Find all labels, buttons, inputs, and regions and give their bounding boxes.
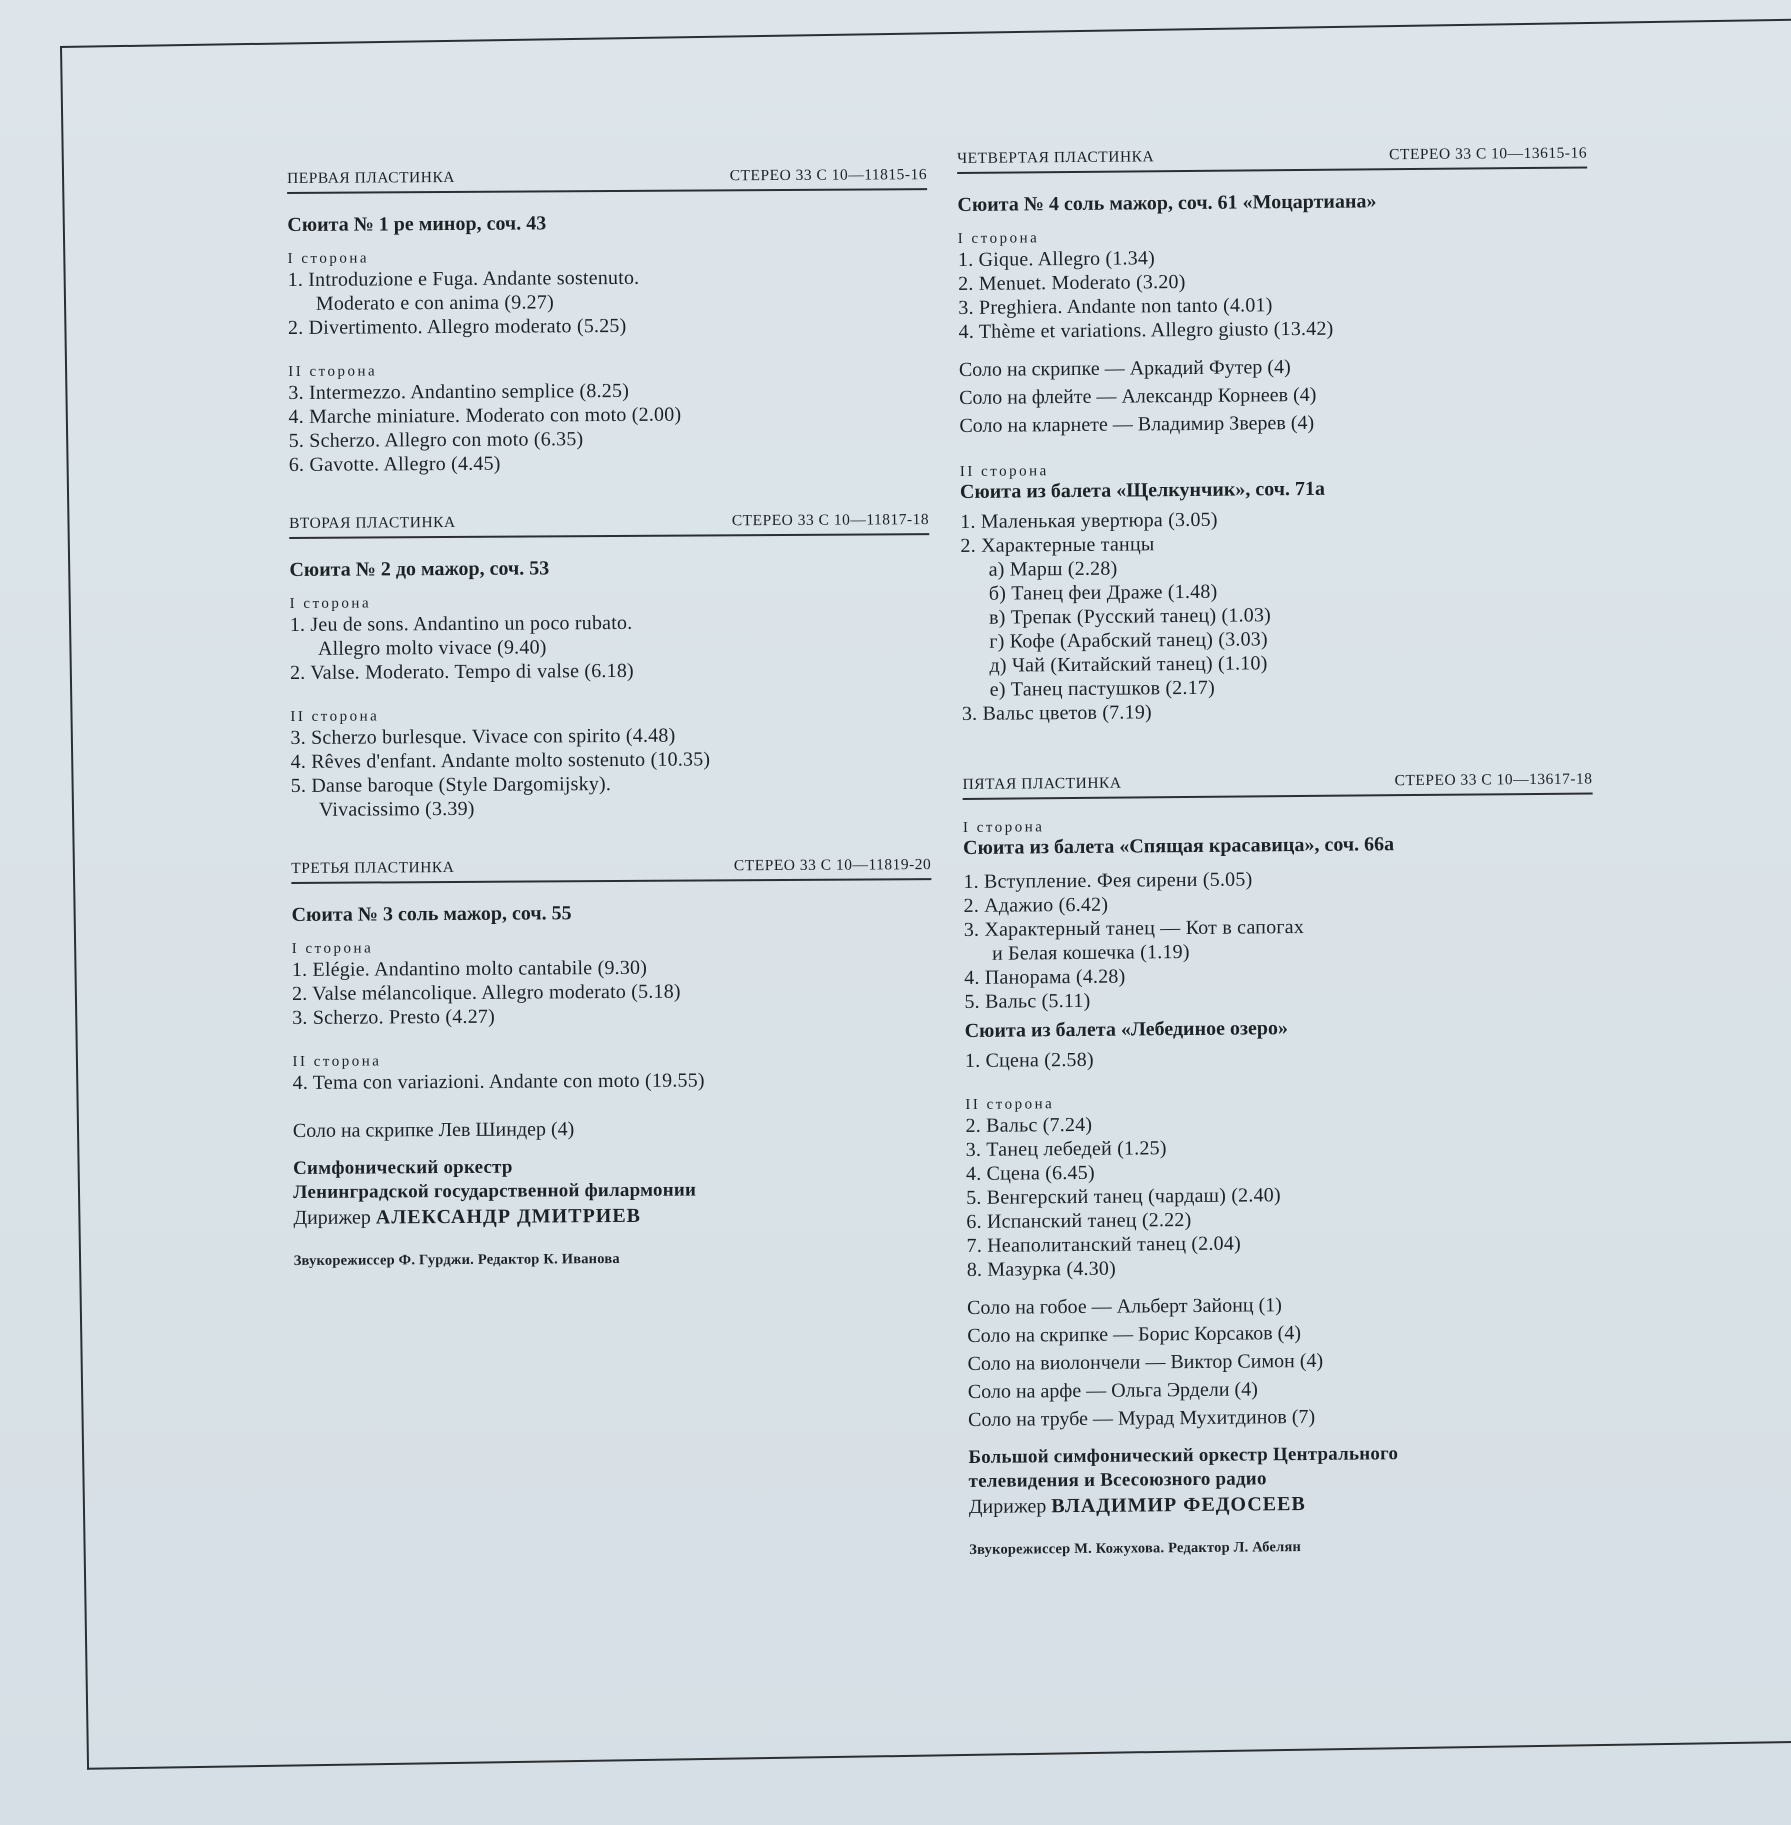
- suite-title: Сюита № 1 ре минор, соч. 43: [287, 212, 547, 236]
- track: 4. Thème et variations. Allegro giusto (13.42): [958, 317, 1334, 343]
- track: 4. Rêves d'enfant. Andante molto sostenuto (10.35): [290, 748, 711, 773]
- track: Vivacissimo (3.39): [318, 797, 475, 821]
- suite-title: Сюита из балета «Щелкунчик», соч. 71а: [959, 477, 1326, 503]
- track: 3. Intermezzo. Andantino semplice (8.25): [288, 379, 630, 404]
- conductor-prefix: Дирижер: [968, 1495, 1047, 1518]
- soloist-credit: Соло на скрипке Лев Шиндер (4): [292, 1118, 575, 1142]
- record-header: [287, 166, 927, 194]
- record-label: ТРЕТЬЯ ПЛАСТИНКА: [291, 858, 455, 877]
- track: в) Трепак (Русский танец) (1.03): [988, 604, 1272, 629]
- record-header: [291, 856, 931, 884]
- track: 2. Divertimento. Allegro moderato (5.25): [287, 314, 627, 339]
- record-label: ПЯТАЯ ПЛАСТИНКА: [962, 774, 1122, 793]
- side-label: II сторона: [965, 1096, 1055, 1113]
- record-label: ЧЕТВЕРТАЯ ПЛАСТИНКА: [957, 148, 1155, 167]
- track: 4. Tema con variazioni. Andante con moto (19.55): [292, 1069, 705, 1094]
- conductor-name: АЛЕКСАНДР ДМИТРИЕВ: [375, 1204, 642, 1229]
- catalog-number: СТЕРЕО 33 С 10—11815-16: [729, 166, 928, 185]
- track: е) Танец пастушков (2.17): [989, 676, 1216, 701]
- record-header: [289, 511, 929, 539]
- orchestra-name: Большой симфонический оркестр Центрального: [968, 1443, 1399, 1468]
- production-credits: Звукорежиссер М. Кожухова. Редактор Л. Абелян: [969, 1539, 1302, 1558]
- record-label: ВТОРАЯ ПЛАСТИНКА: [289, 513, 456, 532]
- side-label: I сторона: [962, 819, 1045, 836]
- track: б) Танец феи Драже (1.48): [988, 580, 1218, 605]
- suite-title: Сюита № 3 соль мажор, соч. 55: [291, 902, 572, 926]
- suite-title: Сюита № 4 соль мажор, соч. 61 «Моцартиана»: [957, 190, 1377, 216]
- suite-title: Сюита № 2 до мажор, соч. 53: [289, 557, 550, 581]
- catalog-number: СТЕРЕО 33 С 10—13615-16: [1389, 144, 1588, 164]
- track: 5. Вальс (5.11): [964, 989, 1091, 1013]
- track: 1. Introduzione e Fuga. Andante sostenuto.: [287, 266, 640, 291]
- track: 1. Вступление. Фея сирени (5.05): [963, 868, 1253, 893]
- record-5: [962, 770, 1599, 1558]
- conductor-line: [969, 1488, 1599, 1519]
- track: и Белая кошечка (1.19): [991, 941, 1190, 965]
- soloist-credit: Соло на гобое — Альберт Зайонц (1): [967, 1294, 1282, 1319]
- track: а) Марш (2.28): [988, 557, 1118, 581]
- track: 3. Вальс цветов (7.19): [961, 701, 1152, 725]
- track: 5. Danse baroque (Style Dargomijsky).: [290, 773, 612, 797]
- track: 4. Панорама (4.28): [964, 965, 1126, 989]
- orchestra-name: Ленинградской государственной филармонии: [293, 1179, 697, 1203]
- soloist-credit: Соло на скрипке — Аркадий Футер (4): [958, 356, 1291, 381]
- track: 1. Маленькая увертюра (3.05): [960, 508, 1218, 533]
- record-1: [287, 166, 929, 477]
- track: 6. Испанский танец (2.22): [966, 1208, 1192, 1233]
- track: 2. Вальс (7.24): [965, 1113, 1093, 1137]
- catalog-number: СТЕРЕО 33 С 10—11819-20: [733, 856, 932, 875]
- track: 2. Valse. Moderato. Tempo di valse (6.18): [290, 659, 634, 684]
- side-label: I сторона: [289, 595, 372, 612]
- side-label: II сторона: [959, 463, 1049, 480]
- side-label: II сторона: [288, 363, 378, 380]
- soloist-credit: Соло на кларнете — Владимир Зверев (4): [959, 411, 1315, 437]
- track: г) Кофе (Арабский танец) (3.03): [989, 628, 1268, 653]
- track: 2. Характерные танцы: [960, 533, 1155, 557]
- side-label: I сторона: [957, 230, 1040, 247]
- track: 5. Scherzo. Allegro con moto (6.35): [288, 428, 584, 452]
- side-label: II сторона: [292, 1053, 382, 1070]
- track: 1. Сцена (2.58): [964, 1048, 1094, 1072]
- track: Allegro molto vivace (9.40): [317, 636, 547, 660]
- track: 8. Мазурка (4.30): [966, 1257, 1117, 1281]
- record-header: [962, 770, 1592, 799]
- soloist-credit: Соло на флейте — Александр Корнеев (4): [959, 383, 1317, 409]
- track: 1. Elégie. Andantino molto cantabile (9.30): [291, 956, 648, 981]
- soloist-credit: Соло на скрипке — Борис Корсаков (4): [967, 1322, 1302, 1347]
- orchestra-name: Симфонический оркестр: [293, 1156, 513, 1179]
- track: д) Чай (Китайский танец) (1.10): [989, 652, 1268, 677]
- track: 2. Адажио (6.42): [963, 893, 1109, 917]
- production-credits: Звукорежиссер Ф. Гурджи. Редактор К. Иванова: [293, 1250, 620, 1269]
- suite-title: Сюита из балета «Лебединое озеро»: [964, 1017, 1289, 1042]
- side-label: I сторона: [291, 940, 374, 957]
- record-3: [291, 856, 933, 1270]
- track: 6. Gavotte. Allegro (4.45): [288, 452, 501, 476]
- track: 3. Характерный танец — Кот в сапогах: [963, 916, 1305, 941]
- track: 2. Valse mélancolique. Allegro moderato (5.18): [291, 980, 681, 1005]
- orchestra-name: телевидения и Всесоюзного радио: [968, 1468, 1267, 1492]
- track: 4. Marche miniature. Moderato con moto (2.00): [288, 403, 682, 428]
- suite-title: Сюита из балета «Спящая красавица», соч. 66а: [962, 833, 1395, 859]
- soloist-credit: Соло на арфе — Ольга Эрдели (4): [967, 1378, 1258, 1403]
- catalog-number: СТЕРЕО 33 С 10—11817-18: [731, 511, 930, 530]
- right-column: [957, 145, 1600, 1597]
- record-2: [289, 511, 931, 822]
- soloist-credit: Соло на трубе — Мурад Мухитдинов (7): [967, 1405, 1316, 1431]
- left-column: [287, 166, 934, 1308]
- track: 1. Gique. Allegro (1.34): [957, 247, 1156, 271]
- track: Moderato e con anima (9.27): [315, 291, 554, 315]
- record-label: ПЕРВАЯ ПЛАСТИНКА: [287, 168, 456, 187]
- track: 5. Венгерский танец (чардаш) (2.40): [966, 1184, 1281, 1209]
- track: 7. Неаполитанский танец (2.04): [966, 1232, 1241, 1257]
- record-4: [957, 145, 1592, 726]
- track: 1. Jeu de sons. Andantino un poco rubato.: [289, 611, 633, 636]
- soloist-credit: Соло на виолончели — Виктор Симон (4): [967, 1349, 1324, 1375]
- track: 3. Танец лебедей (1.25): [965, 1137, 1167, 1161]
- track: 3. Scherzo burlesque. Vivace con spirito (4.48): [290, 724, 676, 749]
- conductor-name: ВЛАДИМИР ФЕДОСЕЕВ: [1051, 1493, 1306, 1518]
- conductor-line: [293, 1201, 933, 1231]
- track: 2. Menuet. Moderato (3.20): [958, 271, 1186, 295]
- track: 4. Сцена (6.45): [965, 1161, 1095, 1185]
- side-label: II сторона: [290, 708, 380, 725]
- catalog-number: СТЕРЕО 33 С 10—13617-18: [1394, 770, 1593, 790]
- side-label: I сторона: [287, 250, 370, 267]
- record-header: [957, 145, 1587, 174]
- track: 3. Preghiera. Andante non tanto (4.01): [958, 294, 1273, 319]
- track: 3. Scherzo. Presto (4.27): [292, 1005, 495, 1029]
- conductor-prefix: Дирижер: [293, 1206, 371, 1229]
